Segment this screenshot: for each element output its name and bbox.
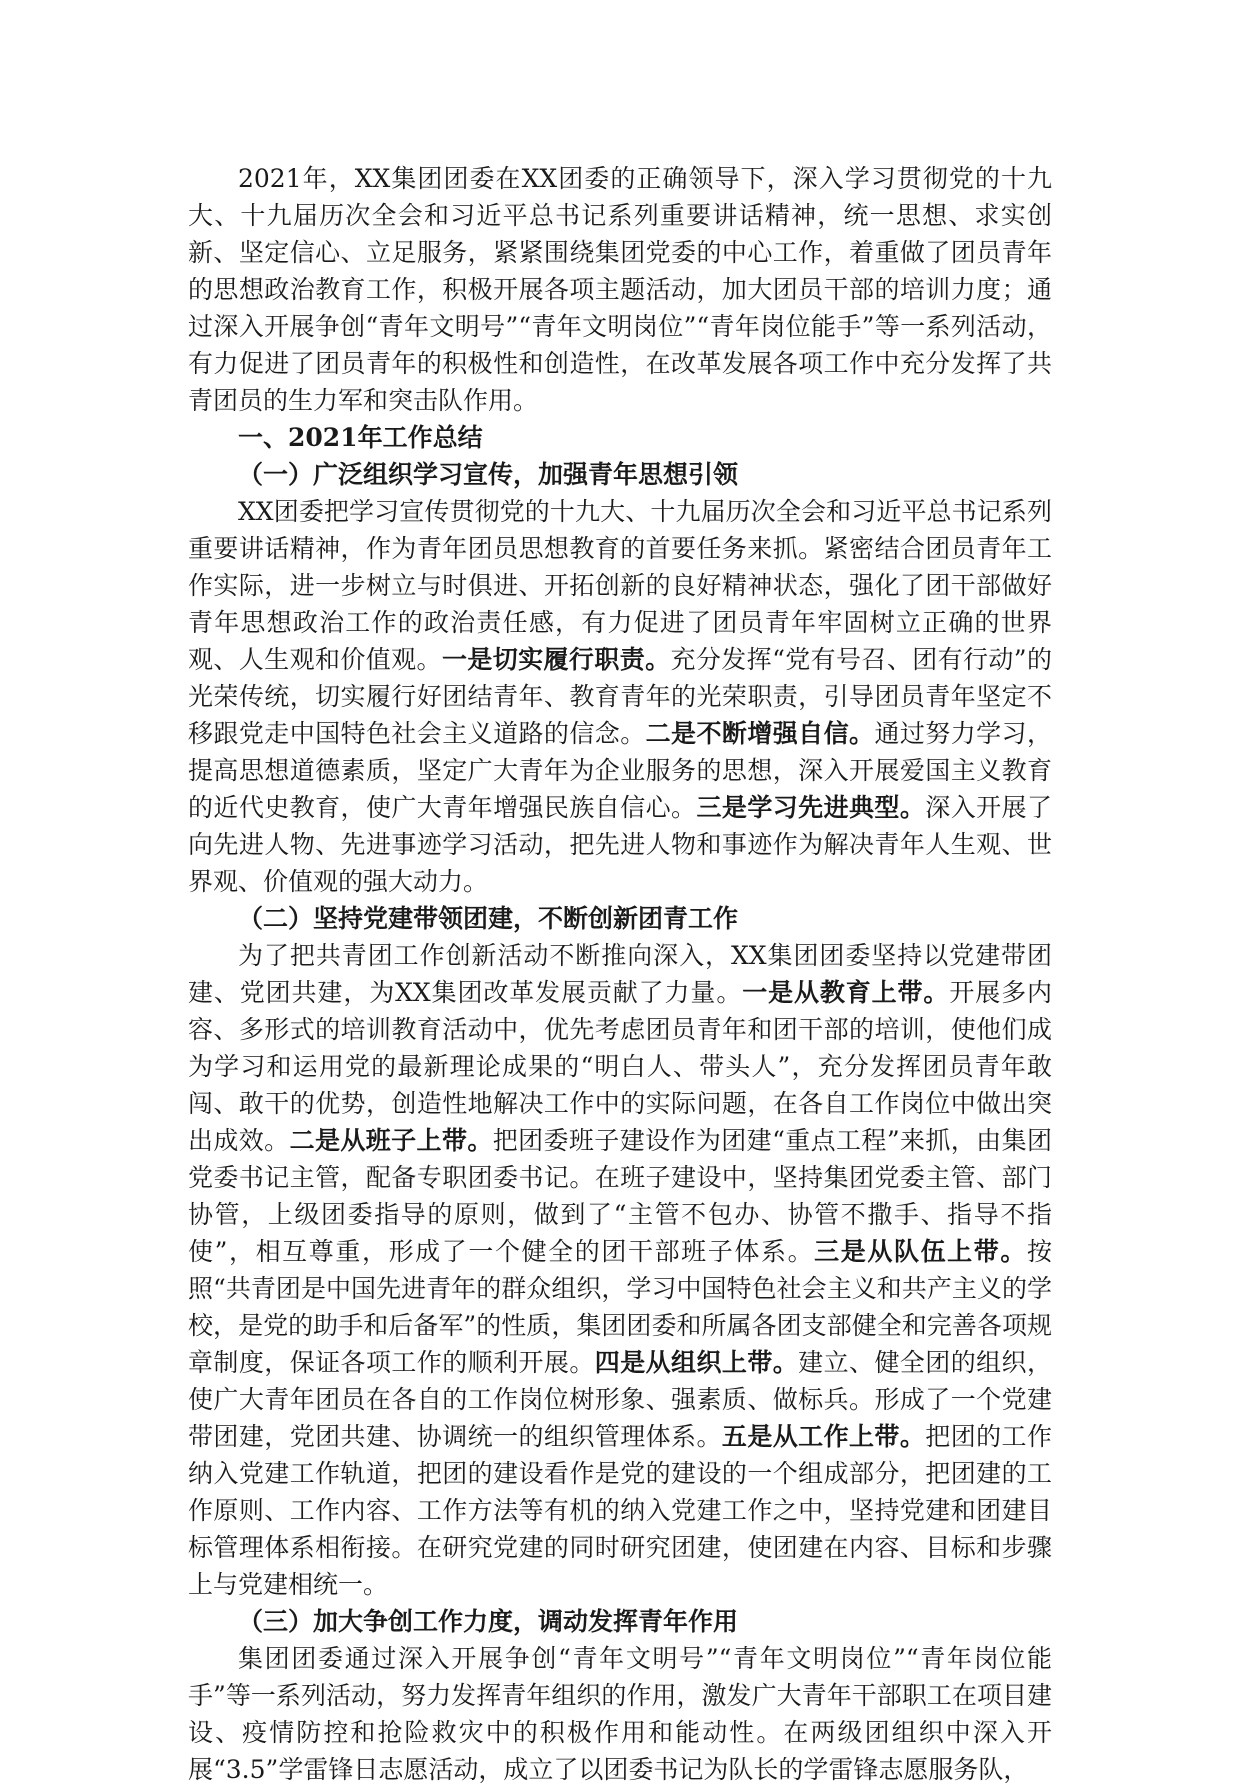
- section-1-point-3-text: 深入开展了向先进人物、先进事迹学习活动，把先进人物和事迹作为解决青年人生观、世界观、价值观的强大动力。: [188, 793, 1052, 896]
- section-2-intro: 为了把共青团工作创新活动不断推向深入，XX集团团委坚持以党建带团建、党团共建，为XX集团改革发展贡献了力量。: [188, 941, 1052, 1007]
- section-1-point-2-title: 二是不断增强自信。: [645, 719, 875, 748]
- section-1-point-1-title: 一是切实履行职责。: [441, 645, 671, 674]
- section-2-point-4-text: 建立、健全团的组织，使广大青年团员在各自的工作岗位树形象、强素质、做标兵。形成了一个党建带团建，党团共建、协调统一的组织管理体系。: [188, 1348, 1052, 1451]
- section-2-point-4-title: 四是从组织上带。: [594, 1348, 799, 1377]
- document-body: [188, 160, 1052, 1788]
- section-2-point-2-text: 把团委班子建设作为团建“重点工程”来抓，由集团党委书记主管，配备专职团委书记。在班子建设中，坚持集团党委主管、部门协管，上级团委指导的原则，做到了“主管不包办、协管不撒手、指导不指使”，相互尊重，形成了一个健全的团干部班子体系。: [188, 1126, 1052, 1266]
- section-2-title: （二）坚持党建带领团建，不断创新团青工作: [238, 904, 739, 933]
- section-2-point-1-text: 开展多内容、多形式的培训教育活动中，优先考虑团员青年和团干部的培训，使他们成为学习和运用党的最新理论成果的“明白人、带头人”，充分发挥团员青年敢闯、敢干的优势，创造性地解决工作中的实际问题，在各自工作岗位中做出突出成效。: [188, 978, 1052, 1155]
- section-1-point-3-title: 三是学习先进典型。: [696, 793, 926, 822]
- section-2-point-3-title: 三是从队伍上带。: [814, 1237, 1027, 1266]
- section-2-paragraph: [188, 937, 1052, 1603]
- section-1-point-1-text: 充分发挥“党有号召、团有行动”的光荣传统，切实履行好团结青年、教育青年的光荣职责，引导团员青年坚定不移跟党走中国特色社会主义道路的信念。: [188, 645, 1052, 748]
- section-2-point-5-text: 把团的工作纳入党建工作轨道，把团的建设看作是党的建设的一个组成部分，把团建的工作原则、工作内容、工作方法等有机的纳入党建工作之中，坚持党建和团建目标管理体系相衔接。在研究党建的同时研究团建，使团建在内容、目标和步骤上与党建相统一。: [188, 1422, 1052, 1599]
- section-3-paragraph: 集团团委通过深入开展争创“青年文明号”“青年文明岗位”“青年岗位能手”等一系列活动，努力发挥青年组织的作用，激发广大青年干部职工在项目建设、疫情防控和抢险救灾中的积极作用和能动性。在两级团组织中深入开展“3.5”学雷锋日志愿活动，成立了以团委书记为队长的学雷锋志愿服务队，: [188, 1644, 1052, 1784]
- section-2-point-5-title: 五是从工作上带。: [721, 1422, 926, 1451]
- intro-paragraph: 2021年，XX集团团委在XX团委的正确领导下，深入学习贯彻党的十九大、十九届历次全会和习近平总书记系列重要讲话精神，统一思想、求实创新、坚定信心、立足服务，紧紧围绕集团党委的中心工作，着重做了团员青年的思想政治教育工作，积极开展各项主题活动，加大团员干部的培训力度；通过深入开展争创“青年文明号”“青年文明岗位”“青年岗位能手”等一系列活动，有力促进了团员青年的积极性和创造性，在改革发展各项工作中充分发挥了共青团员的生力军和突击队作用。: [188, 164, 1052, 415]
- section-1-title: （一）广泛组织学习宣传，加强青年思想引领: [238, 460, 739, 489]
- section-2-point-2-title: 二是从班子上带。: [289, 1126, 493, 1155]
- section-1-point-2-text: 通过努力学习，提高思想道德素质，坚定广大青年为企业服务的思想，深入开展爱国主义教育的近代史教育，使广大青年增强民族自信心。: [188, 719, 1052, 822]
- section-2-point-1-title: 一是从教育上带。: [742, 978, 950, 1007]
- section-2-point-3-text: 按照“共青团是中国先进青年的群众组织，学习中国特色社会主义和共产主义的学校，是党的助手和后备军”的性质，集团团委和所属各团支部健全和完善各项规章制度，保证各项工作的顺利开展。: [188, 1237, 1052, 1377]
- heading-work-summary: 一、2021年工作总结: [238, 423, 483, 452]
- section-1-intro: XX团委把学习宣传贯彻党的十九大、十九届历次全会和习近平总书记系列重要讲话精神，作为青年团员思想教育的首要任务来抓。紧密结合团员青年工作实际，进一步树立与时俱进、开拓创新的良好精神状态，强化了团干部做好青年思想政治工作的政治责任感，有力促进了团员青年牢固树立正确的世界观、人生观和价值观。: [188, 497, 1052, 674]
- section-3-title: （三）加大争创工作力度，调动发挥青年作用: [238, 1607, 739, 1636]
- section-1-paragraph: [188, 493, 1052, 900]
